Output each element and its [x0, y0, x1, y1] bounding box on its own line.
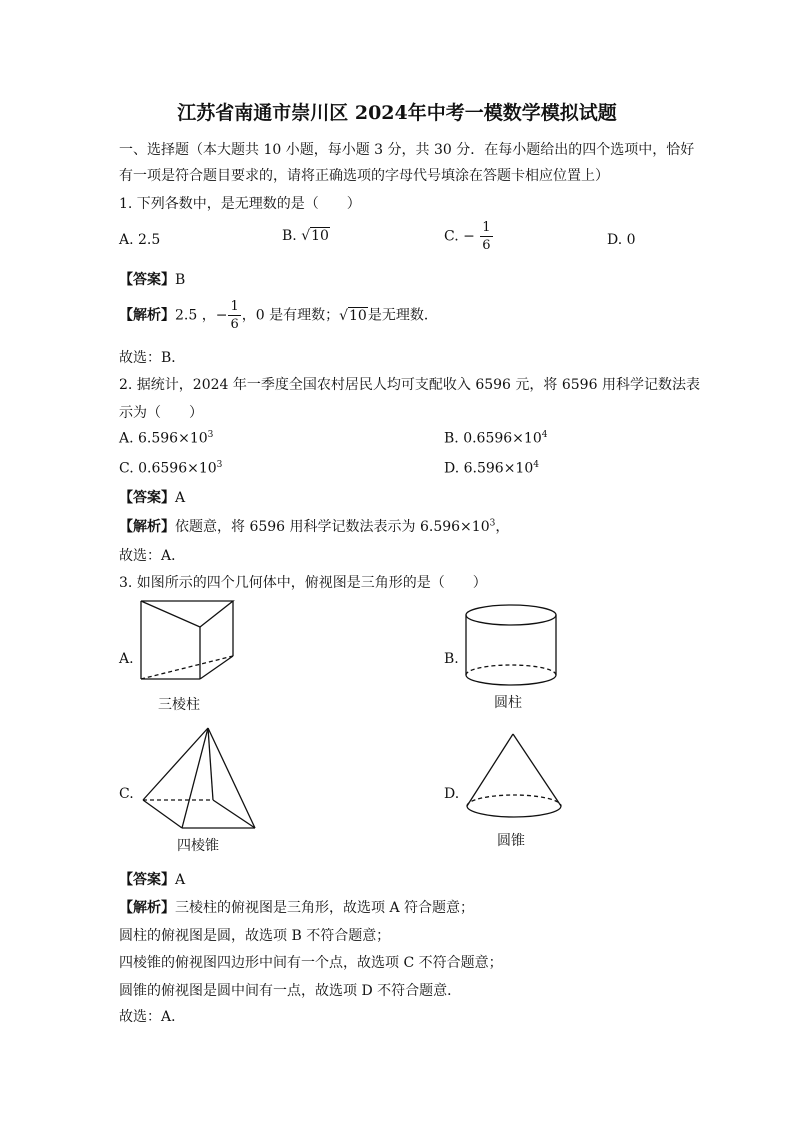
- analysis-tag: 【解析】: [119, 900, 175, 916]
- q2-analysis-exponent: 3: [489, 518, 496, 529]
- cylinder-top: [466, 605, 556, 625]
- q2-analysis-text: 依题意，将 6596 用科学记数法表示为 6.596×10: [175, 519, 490, 535]
- q3-answer-value: A: [175, 872, 186, 888]
- answer-tag: 【答案】: [119, 490, 175, 506]
- q2-option-b-text: B. 0.6596×10: [444, 430, 542, 447]
- section-instruction-line2: 有一项是符合题目要求的，请将正确选项的字母代号填涂在答题卡相应位置上）: [119, 168, 609, 184]
- analysis-tag: 【解析】: [119, 307, 175, 324]
- q2-answer-value: A: [175, 490, 186, 506]
- q3-option-c: C.: [119, 786, 134, 802]
- cylinder-bottom-back: [466, 665, 556, 675]
- q1-analysis-radicand: 10: [349, 307, 367, 324]
- q2-option-a-text: A. 6.596×10: [119, 430, 208, 447]
- cone-side: [467, 734, 513, 806]
- prism-edge: [200, 656, 233, 679]
- sqrt-symbol: √10: [339, 307, 367, 324]
- analysis-tag: 【解析】: [119, 519, 175, 535]
- cone-base-back: [467, 795, 561, 806]
- sqrt-symbol: √10: [301, 228, 329, 244]
- q3-choose: 故选：A．: [119, 1009, 186, 1025]
- q1-analysis-b: ，0 是有理数；: [241, 307, 340, 324]
- q3-analysis-text1: 三棱柱的俯视图是三角形，故选项 A 符合题意；: [175, 900, 475, 916]
- q3-answer: [119, 869, 185, 889]
- answer-tag: 【答案】: [119, 872, 175, 888]
- q3-analysis-line2: 圆柱的俯视图是圆，故选项 B 不符合题意；: [119, 928, 391, 944]
- prism-hidden-edge: [141, 656, 233, 679]
- pyramid-lateral-edge: [208, 728, 213, 800]
- q3-caption-a: 三棱柱: [158, 697, 200, 713]
- q3-option-b: B.: [444, 651, 459, 667]
- q1-answer-value: B: [175, 272, 186, 288]
- q2-choose: 故选：A．: [119, 548, 186, 564]
- q1-analysis-c: 是无理数．: [367, 307, 438, 324]
- q2-option-c-text: C. 0.6596×10: [119, 460, 217, 477]
- cone-base-front: [467, 806, 561, 817]
- q3-analysis-line4: 圆锥的俯视图是圆中间有一点，故选项 D 不符合题意．: [119, 983, 462, 999]
- q2-option-b-exponent: 4: [541, 430, 548, 440]
- q2-option-d-exponent: 4: [533, 460, 539, 470]
- section-instruction-line1: 一、选择题（本大题共 10 小题，每小题 3 分，共 30 分．在每小题给出的四个选项中，恰好: [119, 142, 695, 158]
- q1-option-c-label: C. −: [444, 228, 475, 245]
- q2-stem-line2: 示为（ ）: [119, 405, 203, 421]
- q3-option-d: D.: [444, 786, 460, 802]
- q2-option-c-exponent: 3: [216, 460, 223, 470]
- q1-option-b-label: B.: [282, 228, 297, 244]
- q2-stem-line1: 2. 据统计，2024 年一季度全国农村居民人均可支配收入 6596 元，将 6596 用科学记数法表: [119, 377, 700, 393]
- q1-choose: 故选：B．: [119, 350, 186, 366]
- cylinder-bottom-front: [466, 675, 556, 685]
- q3-caption-d: 圆锥: [497, 833, 525, 849]
- page-title: 江苏省南通市崇川区 2024年中考一模数学模拟试题: [177, 102, 617, 124]
- q1-option-b-radicand: 10: [311, 228, 329, 244]
- q3-analysis-line1: [119, 897, 474, 917]
- q1-option-c-denominator: 6: [482, 238, 491, 253]
- q3-caption-c: 四棱锥: [177, 838, 219, 854]
- q1-option-d: D. 0: [607, 232, 636, 248]
- q1-option-c-numerator: 1: [482, 220, 491, 235]
- q1-stem: 1. 下列各数中，是无理数的是（ ）: [119, 196, 361, 212]
- q3-stem: 3. 如图所示的四个几何体中，俯视图是三角形的是（ ）: [119, 575, 487, 591]
- q1-analysis-a: 2.5 ，−: [175, 307, 228, 324]
- q3-analysis-line3: 四棱锥的俯视图四边形中间有一个点，故选项 C 不符合题意；: [119, 955, 503, 971]
- q2-option-d-text: D. 6.596×10: [444, 460, 534, 477]
- q2-analysis-end: ，: [495, 519, 510, 535]
- pyramid-base-edge: [143, 800, 182, 828]
- q2-option-a-exponent: 3: [207, 430, 214, 440]
- q1-analysis-numerator: 1: [230, 299, 239, 314]
- q1-option-a: A. 2.5: [119, 232, 161, 248]
- q3-caption-b: 圆柱: [494, 695, 522, 711]
- q3-option-a: A.: [119, 651, 134, 667]
- answer-tag: 【答案】: [119, 272, 175, 288]
- prism-top-face: [141, 601, 233, 627]
- q1-analysis-denominator: 6: [230, 317, 239, 332]
